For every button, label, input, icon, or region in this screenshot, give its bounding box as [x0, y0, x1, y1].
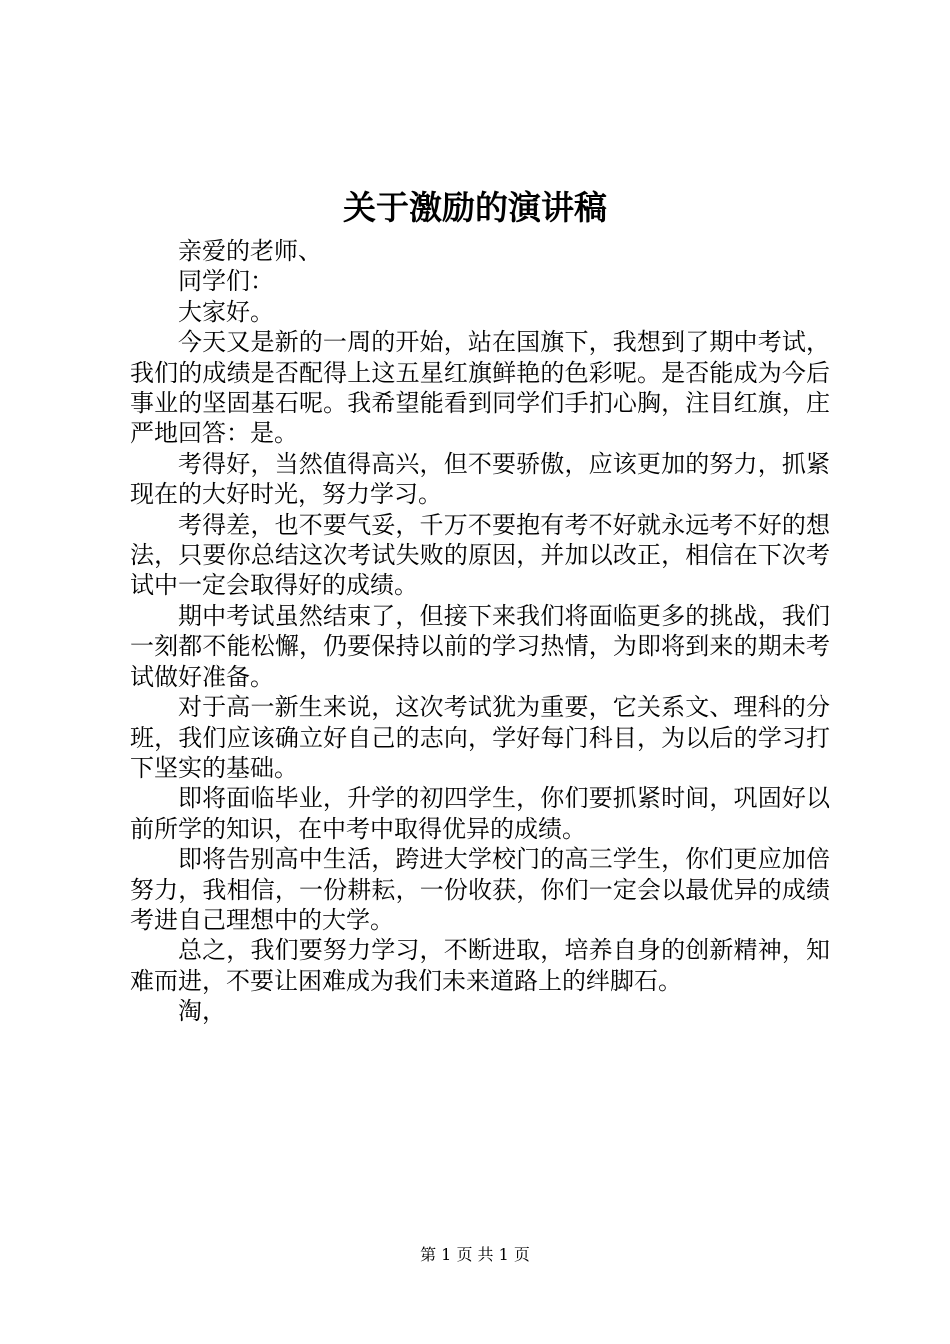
paragraph: 即将告别高中生活，跨进大学校门的高三学生，你们更应加倍努力，我相信，一份耕耘，一份收获，你们一定会以最优异的成绩考进自己理想中的大学。 [130, 845, 830, 934]
paragraph-greeting: 大家好。 [178, 297, 274, 326]
paragraph: 总之，我们要努力学习，不断进取，培养自身的创新精神，知难而进，不要让困难成为我们未来道路上的绊脚石。 [130, 936, 830, 995]
document-body [130, 236, 830, 1027]
paragraph-salutation-2: 同学们： [178, 267, 274, 296]
paragraph-salutation-1: 亲爱的老师、 [178, 237, 322, 265]
document-title: 关于激励的演讲稿 [343, 188, 607, 227]
paragraph: 考得好，当然值得高兴，但不要骄傲，应该更加的努力，抓紧现在的大好时光，努力学习。 [130, 449, 830, 509]
paragraph: 即将面临毕业，升学的初四学生，你们要抓紧时间，巩固好以前所学的知识，在中考中取得优异的成绩。 [130, 784, 830, 843]
paragraph: 今天又是新的一周的开始，站在国旗下，我想到了期中考试，我们的成绩是否配得上这五星红旗鲜艳的色彩呢。是否能成为今后事业的坚固基石呢。我希望能看到同学们手扪心胸，注目红旗，庄严地回答：是。 [130, 328, 830, 448]
paragraph: 对于高一新生来说，这次考试犹为重要，它关系文、理科的分班，我们应该确立好自己的志向，学好每门科目，为以后的学习打下坚实的基础。 [130, 693, 830, 782]
paragraph: 考得差，也不要气妥，千万不要抱有考不好就永远考不好的想法，只要你总结这次考试失败的原因，并加以改正，相信在下次考试中一定会取得好的成绩。 [130, 510, 830, 600]
paragraph: 期中考试虽然结束了，但接下来我们将面临更多的挑战，我们一刻都不能松懈，仍要保持以前的学习热情，为即将到来的期未考试做好准备。 [130, 601, 830, 691]
paragraph-closing: 淘， [178, 997, 226, 1026]
page-number-footer: 第 1 页 共 1 页 [420, 1245, 530, 1264]
